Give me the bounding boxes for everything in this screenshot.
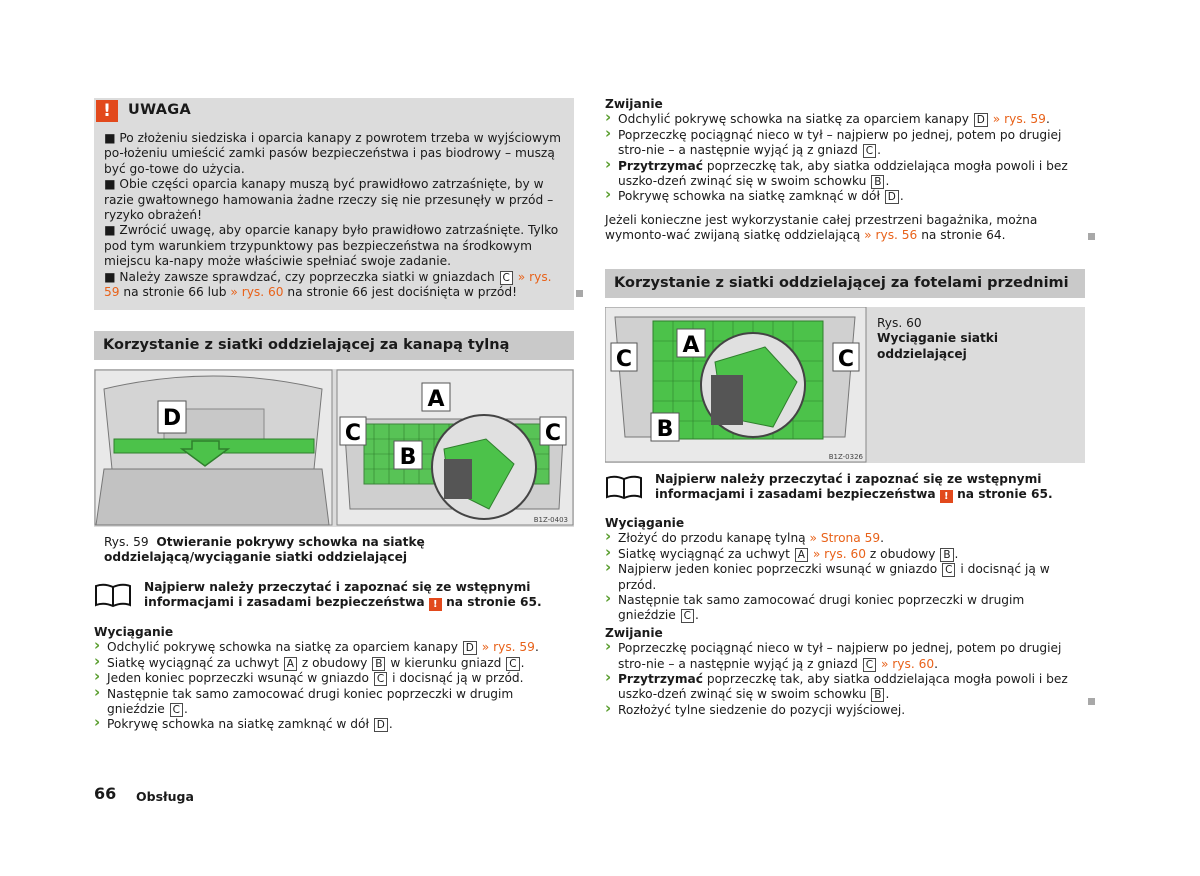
step: › Przytrzymać poprzeczkę tak, aby siatka oddzielająca mogła powoli i bez uszko-dzeń zwinąć się w swoim schowku B . xyxy=(605,159,1085,190)
step: › Pokrywę schowka na siatkę zamknąć w dół D . xyxy=(605,189,1085,204)
section-title-front: Korzystanie z siatki oddzielającej za fotelami przednimi xyxy=(605,269,1085,298)
subheading: Wyciąganie xyxy=(94,625,174,639)
step: › Siatkę wyciągnąć za uchwyt A » rys. 60 z obudowy B . xyxy=(605,547,1085,562)
car-trunk-illustration xyxy=(94,369,574,527)
chapter-name: Obsługa xyxy=(136,789,194,804)
subheading: Zwijanie xyxy=(605,97,663,111)
figure-label: C xyxy=(344,421,362,446)
figure-label: A xyxy=(427,387,445,412)
step: › Rozłożyć tylne siedzenie do pozycji wyjściowej. xyxy=(605,703,1085,718)
figure-link[interactable]: » rys. 60 xyxy=(880,656,935,671)
step: › Odchylić pokrywę schowka na siatkę za oparciem kanapy D » rys. 59. xyxy=(94,640,574,655)
subheading: Wyciąganie xyxy=(605,516,685,530)
figure-59-caption: Rys. 59 Otwieranie pokrywy schowka na siatkę oddzielającą/wyciąganie siatki oddzielającej xyxy=(104,535,425,565)
figure-link[interactable]: » rys. 59 xyxy=(481,640,535,655)
figure-link[interactable]: » rys. 56 xyxy=(864,228,918,243)
section-end-mark xyxy=(1088,233,1095,240)
page-number: 66 xyxy=(94,784,117,803)
figure-label: B xyxy=(399,445,417,470)
figure-60-caption: Rys. 60 Wyciąganie siatki oddzielającej xyxy=(877,316,999,361)
step: › Następnie tak samo zamocować drugi koniec poprzeczki w drugim gnieździe C . xyxy=(605,593,1085,624)
section-end-mark xyxy=(576,290,583,297)
figure-code: B1Z-0326 xyxy=(828,453,863,461)
figure-label: B xyxy=(656,417,674,442)
step: › Odchylić pokrywę schowka na siatkę za oparciem kanapy D » rys. 59. xyxy=(605,112,1085,127)
figure-59 xyxy=(94,369,574,527)
instructions-extract-rear xyxy=(94,625,574,733)
figure-label: C xyxy=(544,421,562,446)
subheading: Zwijanie xyxy=(605,625,663,640)
step: › Następnie tak samo zamocować drugi koniec poprzeczki w drugim gnieździe C . xyxy=(94,687,574,718)
figure-link[interactable]: » Strona 59 xyxy=(809,531,881,546)
step: › Poprzeczkę pociągnąć nieco w tył – najpierw po jednej, potem po drugiej stro-nie – a następnie wyjąć ją z gniazd C . xyxy=(605,128,1085,159)
step: › Jeden koniec poprzeczki wsunąć w gniazdo C i docisnąć ją w przód. xyxy=(94,671,574,686)
instructions-retract-rear xyxy=(605,97,1085,244)
step: › Poprzeczkę pociągnąć nieco w tył – najpierw po jednej, potem po drugiej stro-nie – a następnie wyjąć ją z gniazd C » rys. 60. xyxy=(605,641,1085,672)
step: › Pokrywę schowka na siatkę zamknąć w dół D . xyxy=(94,717,574,732)
book-icon xyxy=(605,474,643,500)
warning-item: ■ Zwrócić uwagę, aby oparcie kanapy było prawidłowo zatrzaśnięte. Tylko pod tym warunkiem trzypunktowy pas bezpieczeństwa na środkowym miejscu ka-napy może właściwie spełniać swoje zadanie. xyxy=(104,223,559,269)
read-first-hint: Najpierw należy przeczytać i zapoznać się ze wstępnymi informacjami i zasadami bezpieczeństwa ! na stronie 65. xyxy=(605,472,1085,504)
figure-label: C xyxy=(615,347,633,372)
warning-header xyxy=(94,98,574,124)
step: › Złożyć do przodu kanapę tylną » Strona 59. xyxy=(605,531,1085,546)
step: › Przytrzymać poprzeczkę tak, aby siatka oddzielająca mogła powoli i bez uszko-dzeń zwinąć się w swoim schowku B . xyxy=(605,672,1085,703)
figure-label: D xyxy=(162,406,182,431)
warning-body xyxy=(104,131,566,300)
paragraph: Jeżeli konieczne jest wykorzystanie całej przestrzeni bagażnika, można wymonto-wać zwijaną siatkę oddzielającą » rys. 56 na stronie 64. xyxy=(605,212,1038,243)
step: › Najpierw jeden koniec poprzeczki wsunąć w gniazdo C i docisnąć ją w przód. xyxy=(605,562,1085,593)
warning-item: ■ Obie części oparcia kanapy muszą być prawidłowo zatrzaśnięte, by w razie gwałtownego hamowania żadne rzeczy się nie przesunęły w przód – ryzyko obrażeń! xyxy=(104,177,554,223)
figure-link[interactable]: » rys. 60 xyxy=(230,285,284,300)
warning-item: ■ Po złożeniu siedziska i oparcia kanapy z powrotem trzeba w wyjściowym po-łożeniu umieścić zamki pasów bezpieczeństwa i pas biodrowy – muszą być go-towe do użycia. xyxy=(104,131,562,176)
section-end-mark xyxy=(1088,698,1095,705)
figure-link[interactable]: » rys. 59 xyxy=(104,269,552,300)
figure-link[interactable]: » rys. 59 xyxy=(992,112,1046,127)
car-net-illustration xyxy=(605,307,867,463)
instructions-extract-front xyxy=(605,516,1085,718)
warning-icon: ! xyxy=(940,490,953,503)
figure-60 xyxy=(605,307,1085,463)
figure-label: C xyxy=(837,347,855,372)
book-icon xyxy=(94,582,132,608)
figure-code: B1Z-0403 xyxy=(533,516,568,524)
section-title-rear: Korzystanie z siatki oddzielającej za kanapą tylną xyxy=(94,331,574,360)
step: › Siatkę wyciągnąć za uchwyt A z obudowy B w kierunku gniazd C . xyxy=(94,656,574,671)
warning-item: ■ Należy zawsze sprawdzać, czy poprzeczka siatki w gniazdach C » rys. 59 na stronie 66 lub » rys. 60 na stronie 66 jest dociśnięta w przód! xyxy=(104,269,552,300)
warning-box xyxy=(94,98,574,310)
label-box: C xyxy=(500,271,513,285)
warning-icon: ! xyxy=(96,100,118,122)
figure-link[interactable]: » rys. 60 xyxy=(812,546,866,561)
warning-title: UWAGA xyxy=(128,102,191,118)
warning-icon: ! xyxy=(429,598,442,611)
read-first-hint: Najpierw należy przeczytać i zapoznać się ze wstępnymi informacjami i zasadami bezpieczeństwa ! na stronie 65. xyxy=(94,580,574,612)
figure-label: A xyxy=(682,333,700,358)
